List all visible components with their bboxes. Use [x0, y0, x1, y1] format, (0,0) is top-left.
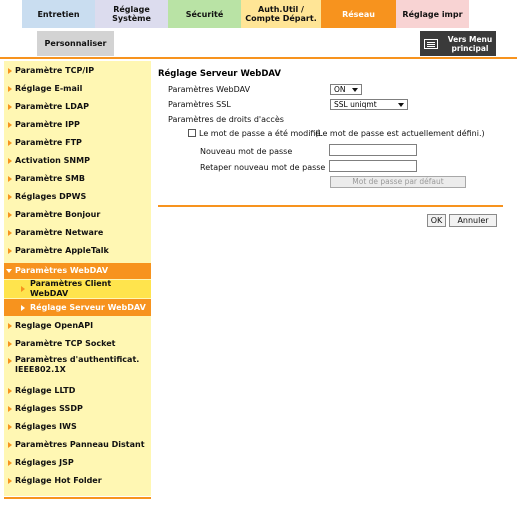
tab-reseau[interactable]: Réseau [321, 0, 396, 28]
triangle-right-icon [8, 212, 12, 218]
sidebar-item-ldap[interactable] [4, 100, 151, 114]
triangle-right-icon [8, 460, 12, 466]
triangle-right-icon [8, 442, 12, 448]
sidebar-item-email[interactable] [4, 82, 151, 96]
sidebar-item-tcpip[interactable] [4, 64, 151, 78]
sidebar-item-label: Paramètre TCP/IP [15, 66, 95, 75]
sidebar-item-ftp[interactable] [4, 136, 151, 150]
new-password-field[interactable] [329, 144, 417, 156]
main-menu-label: Vers Menu principal [447, 34, 493, 53]
sidebar-item-label: Activation SNMP [15, 156, 90, 165]
sidebar-item-label: Paramètre AppleTalk [15, 246, 109, 255]
sidebar-item-label: Réglage Hot Folder [15, 476, 102, 485]
sidebar-item-tcp-socket[interactable] [4, 337, 151, 351]
sidebar-item-label: Réglage LLTD [15, 386, 76, 395]
default-password-button[interactable]: Mot de passe par défaut [330, 176, 466, 188]
sidebar-item-smb[interactable] [4, 172, 151, 186]
sidebar-item-label: Paramètre SMB [15, 174, 85, 183]
triangle-right-icon [8, 248, 12, 254]
new-password-label: Nouveau mot de passe [200, 147, 293, 156]
tab-reglage-systeme[interactable]: Réglage Système [95, 0, 168, 28]
form-divider [158, 205, 503, 207]
triangle-right-icon [8, 323, 12, 329]
sidebar-item-iws[interactable] [4, 420, 151, 434]
triangle-right-icon [8, 122, 12, 128]
triangle-right-icon [8, 388, 12, 394]
tab-reglage-impr[interactable]: Réglage impr [396, 0, 469, 28]
sidebar-item-dpws[interactable] [4, 190, 151, 204]
tab-securite[interactable]: Sécurité [168, 0, 241, 28]
top-tab-bar [22, 0, 469, 28]
sidebar [4, 61, 151, 496]
main-menu-button[interactable] [420, 31, 496, 56]
triangle-right-icon [8, 68, 12, 74]
sidebar-item-label: Paramètres Client WebDAV [30, 279, 112, 298]
sidebar-item-openapi[interactable] [4, 319, 151, 333]
sidebar-item-webdav-client[interactable] [4, 280, 151, 298]
sidebar-item-webdav[interactable] [4, 263, 151, 279]
triangle-right-icon [8, 230, 12, 236]
password-changed-checkbox[interactable] [188, 129, 196, 137]
sidebar-item-label: Paramètres Panneau Distant [15, 440, 145, 449]
sidebar-item-label: Reglage OpenAPI [15, 321, 94, 330]
triangle-right-icon [8, 140, 12, 146]
triangle-right-icon [8, 194, 12, 200]
chevron-down-icon [398, 103, 404, 107]
sidebar-item-lltd[interactable] [4, 384, 151, 398]
ok-button[interactable]: OK [427, 214, 446, 227]
password-changed-label: Le mot de passe a été modifié. [199, 129, 323, 138]
sidebar-item-webdav-server[interactable] [4, 299, 151, 316]
tab-auth-util-compte[interactable]: Auth.Util / Compte Départ. [241, 0, 321, 28]
sidebar-item-netware[interactable] [4, 226, 151, 240]
sidebar-item-appletalk[interactable] [4, 244, 151, 258]
sidebar-item-hot-folder[interactable] [4, 474, 151, 488]
sidebar-item-jsp[interactable] [4, 456, 151, 470]
menu-screen-icon [424, 39, 438, 49]
retype-password-field[interactable] [329, 160, 417, 172]
sidebar-item-label: Réglages SSDP [15, 404, 83, 413]
sidebar-item-label: Réglages IWS [15, 422, 77, 431]
sidebar-bottom-divider [4, 497, 151, 499]
cancel-button[interactable]: Annuler [449, 214, 497, 227]
sidebar-item-label: Réglages DPWS [15, 192, 87, 201]
sidebar-item-label: Paramètre IPP [15, 120, 80, 129]
sidebar-item-remote-panel[interactable] [4, 438, 151, 452]
sidebar-item-label: Réglages JSP [15, 458, 74, 467]
ssl-settings-label: Paramètres SSL [168, 100, 231, 109]
triangle-right-icon [8, 478, 12, 484]
webdav-settings-label: Paramètres WebDAV [168, 85, 251, 94]
ssl-select-value: SSL uniqmt [334, 100, 377, 109]
sidebar-item-label: Paramètres WebDAV [15, 266, 109, 275]
sidebar-item-ieee8021x[interactable] [4, 355, 151, 379]
sidebar-item-bonjour[interactable] [4, 208, 151, 222]
webdav-select-value: ON [334, 85, 346, 94]
triangle-right-icon [8, 176, 12, 182]
sidebar-item-ipp[interactable] [4, 118, 151, 132]
access-rights-label: Paramètres de droits d'accès [168, 115, 284, 124]
header-divider [0, 57, 517, 59]
sidebar-item-label: Paramètre FTP [15, 138, 82, 147]
sidebar-item-label: Réglage E-mail [15, 84, 83, 93]
triangle-right-icon [8, 424, 12, 430]
triangle-right-icon [8, 341, 12, 347]
sidebar-item-label: Paramètre TCP Socket [15, 339, 116, 348]
triangle-right-icon [21, 305, 28, 311]
triangle-right-icon [8, 358, 12, 364]
sidebar-item-label: Paramètres d'authentificat. IEEE802.1X [15, 355, 140, 374]
chevron-down-icon [352, 88, 358, 92]
tab-personnaliser[interactable]: Personnaliser [37, 31, 114, 56]
sidebar-item-label: Paramètre Bonjour [15, 210, 101, 219]
sidebar-item-label: Réglage Serveur WebDAV [30, 302, 146, 312]
triangle-right-icon [8, 406, 12, 412]
ssl-select[interactable] [330, 99, 408, 110]
triangle-right-icon [8, 86, 12, 92]
password-status-note: (Le mot de passe est actuellement défini.) [315, 129, 485, 138]
tab-entretien[interactable]: Entretien [22, 0, 95, 28]
sidebar-item-ssdp[interactable] [4, 402, 151, 416]
sidebar-item-label: Paramètre LDAP [15, 102, 89, 111]
triangle-right-icon [21, 286, 25, 292]
retype-password-label: Retaper nouveau mot de passe [200, 163, 326, 172]
sidebar-item-snmp[interactable] [4, 154, 151, 168]
triangle-down-icon [6, 269, 12, 273]
webdav-select[interactable] [330, 84, 362, 95]
sidebar-item-label: Paramètre Netware [15, 228, 104, 237]
page-title: Réglage Serveur WebDAV [158, 69, 281, 79]
triangle-right-icon [8, 158, 12, 164]
triangle-right-icon [8, 104, 12, 110]
